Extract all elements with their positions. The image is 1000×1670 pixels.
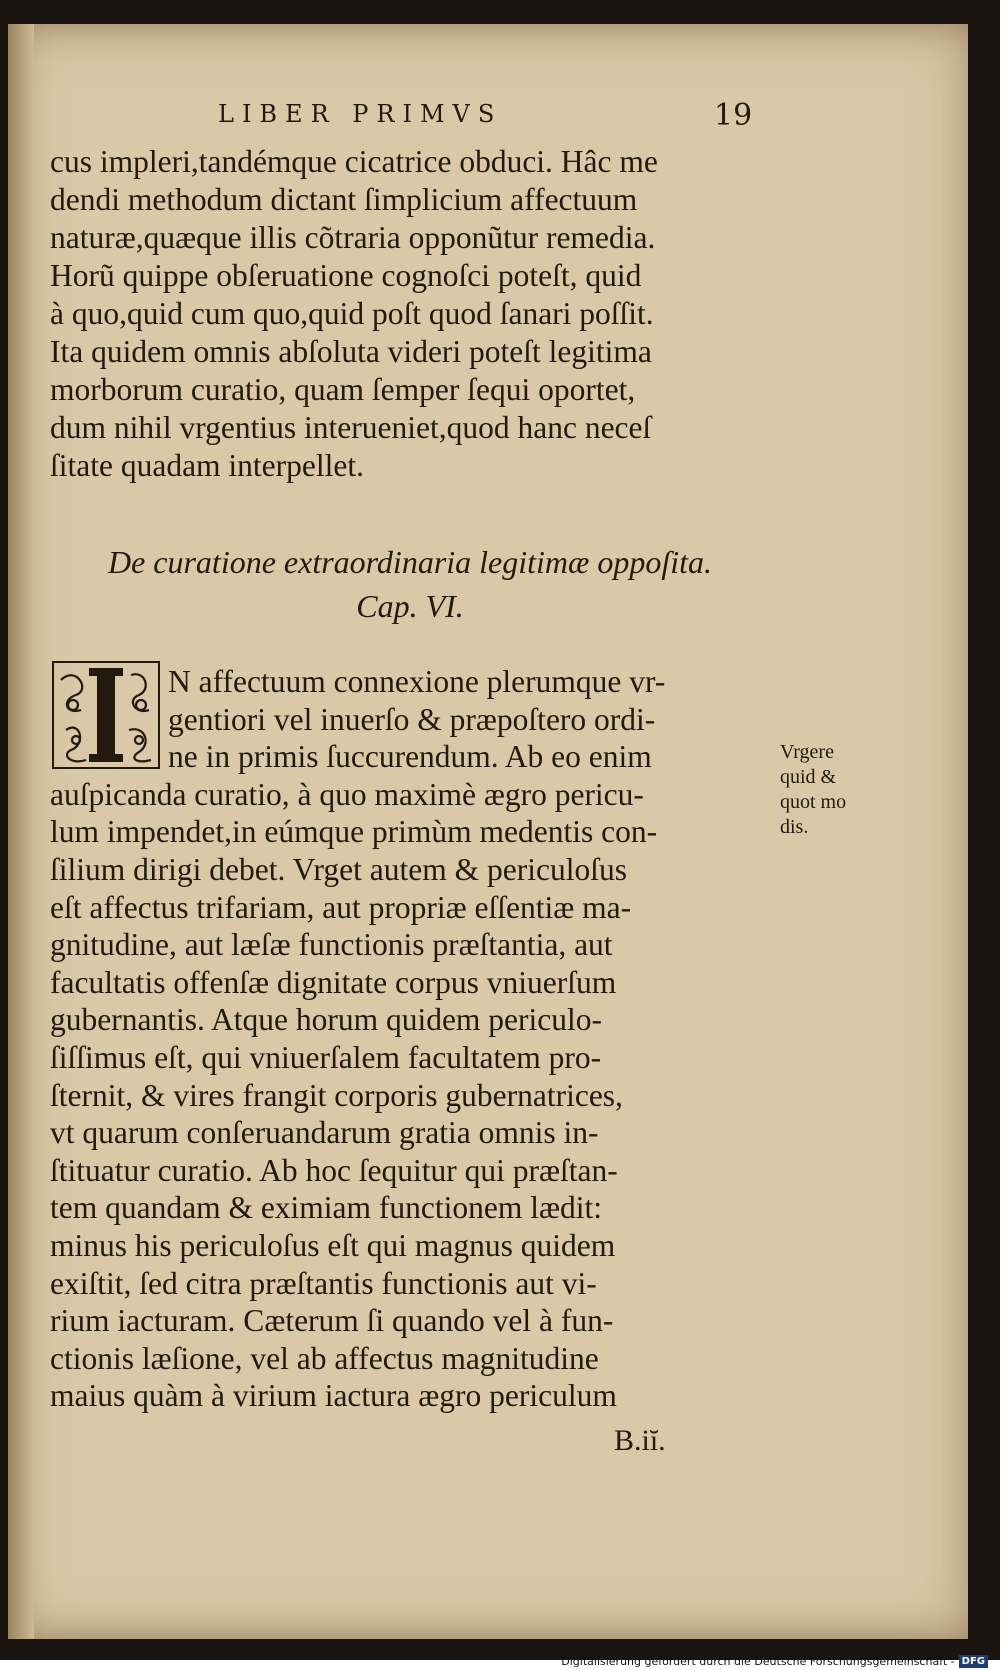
chapter-title: De curatione extraordinaria legitimæ oppoſita.	[107, 544, 713, 580]
text-line: exiſtit, ſed citra præſtantis functionis aut vi-	[50, 1265, 597, 1301]
text-line: à quo,quid cum quo,quid poſt quod ſanari poſſit.	[50, 296, 654, 331]
text-line: gnitudine, aut læſæ functionis præſtantia, aut	[50, 927, 613, 963]
text-line: cus impleri,tandémque cicatrice obduci. Hâc me	[50, 144, 658, 179]
text-line: maius quàm à virium iactura ægro periculum	[50, 1378, 617, 1414]
chapter-number: Cap. VI.	[356, 588, 464, 624]
footer-credit: Digitalisierung gefördert durch die Deutsche Forschungsgemeinschaft -	[561, 1654, 955, 1668]
text-line: auſpicanda curatio, à quo maximè ægro pericu-	[50, 776, 644, 812]
text-line: Ita quidem omnis abſoluta videri poteſt legitima	[50, 334, 652, 369]
text-line: gubernantis. Atque horum quidem periculo-	[50, 1002, 603, 1038]
text-line: N affectuum connexione plerumque vr-	[168, 664, 666, 699]
text-line: morborum curatio, quam ſemper ſequi oportet,	[50, 372, 636, 407]
text-line: ſternit, & vires frangit corporis gubernatrices,	[50, 1077, 623, 1113]
text-line: ctionis læſione, vel ab affectus magnitudine	[50, 1340, 599, 1376]
running-header: LIBER PRIMVS	[218, 100, 503, 128]
page-gutter	[8, 24, 34, 1639]
text-line: ſiſſimus eſt, qui vniuerſalem facultatem pro-	[50, 1039, 602, 1075]
text-line: naturæ,quæque illis cõtraria opponũtur remedia.	[50, 220, 656, 255]
page-number: 19	[714, 98, 753, 133]
paragraph-1	[50, 143, 750, 485]
text-line: dendi methodum dictant ſimplicium affectuum	[50, 182, 638, 217]
marginal-line: quid &	[780, 766, 837, 788]
text-line: lum impendet,in eúmque primùm medentis con-	[50, 814, 658, 850]
text-line: ne in primis ſuccurendum. Ab eo enim	[168, 739, 652, 775]
chapter-heading	[90, 540, 730, 628]
marginal-note	[780, 740, 890, 840]
paragraph-2	[50, 663, 750, 1415]
text-line: Horũ quippe obſeruatione cognoſci poteſt, quid	[50, 258, 642, 293]
text-line: dum nihil vrgentius interueniet,quod hanc neceſ	[50, 410, 652, 445]
marginal-line: Vrgere	[780, 741, 834, 763]
text-line: vt quarum conſeruandarum gratia omnis in-	[50, 1115, 599, 1151]
text-line: eſt affectus trifariam, aut propriæ eſſentiæ ma-	[50, 889, 632, 925]
text-line: tem quandam & eximiam functionem lædit:	[50, 1190, 603, 1226]
marginal-line: quot mo	[780, 791, 847, 813]
dfg-logo: DFG	[959, 1655, 988, 1668]
marginal-line: dis.	[780, 816, 809, 838]
text-line: ſilium dirigi debet. Vrget autem & periculoſus	[50, 851, 627, 887]
text-line: ſitate quadam interpellet.	[50, 448, 365, 483]
digitization-footer	[561, 1654, 988, 1668]
text-line: minus his periculoſus eſt qui magnus quidem	[50, 1227, 616, 1263]
text-line: facultatis offenſæ dignitate corpus vniuerſum	[50, 964, 617, 1000]
signature-mark: B.iĭ.	[614, 1424, 666, 1457]
text-line: gentiori vel inuerſo & præpoſtero ordi-	[168, 701, 656, 737]
text-line: rium iacturam. Cæterum ſi quando vel à fun-	[50, 1303, 614, 1339]
text-line: ſtituatur curatio. Ab hoc ſequitur qui præſtan-	[50, 1152, 618, 1188]
